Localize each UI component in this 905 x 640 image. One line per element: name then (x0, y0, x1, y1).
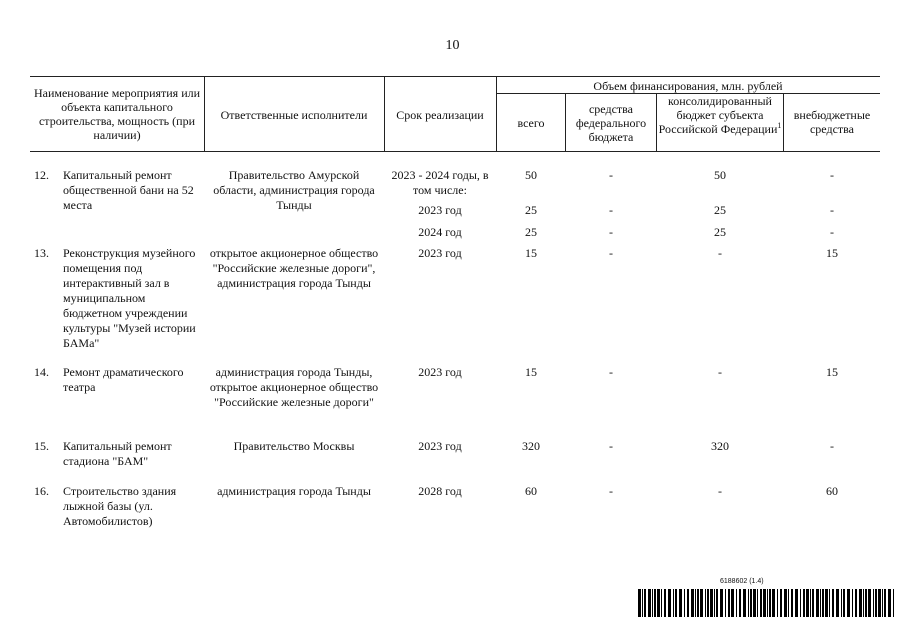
total-value: 320 (522, 439, 540, 453)
row-executors: Правительство Амурской области, администрация города Тынды (213, 168, 375, 212)
col-divider-3 (496, 76, 497, 151)
row-name: Реконструкция музейного помещения под интерактивный зал в муниципальном бюджетном учреждении культуры "Музей истории БАМа" (63, 246, 196, 350)
extra-value: - (830, 203, 834, 217)
barcode-code: 6188602 (1.4) (720, 578, 764, 585)
header-bottom-rule (30, 151, 880, 152)
total-value: 60 (525, 484, 537, 498)
row-number: 16. (34, 484, 49, 498)
row-name: Строительство здания лыжной базы (ул. Автомобилистов) (63, 484, 177, 528)
row-period: 2024 год (418, 225, 462, 239)
federal-value: - (609, 246, 613, 260)
header-total: всего (517, 116, 545, 130)
row-executors: администрация города Тынды (217, 484, 371, 498)
row-number: 13. (34, 246, 49, 260)
extra-value: - (830, 225, 834, 239)
row-name: Капитальный ремонт общественной бани на 52 места (63, 168, 194, 212)
header-name: Наименование мероприятия или объекта капитального строительства, мощность (при наличии) (33, 86, 201, 142)
extra-value: 15 (826, 365, 838, 379)
row-executors: Правительство Москвы (233, 439, 355, 453)
regional-value: - (718, 365, 722, 379)
regional-value: 25 (714, 203, 726, 217)
total-value: 15 (525, 365, 537, 379)
header-regional (658, 94, 782, 136)
header-top-rule (30, 76, 880, 77)
total-value: 50 (525, 168, 537, 182)
federal-value: - (609, 225, 613, 239)
federal-value: - (609, 203, 613, 217)
row-period: 2023 год (418, 203, 462, 217)
header-executors: Ответственные исполнители (220, 108, 368, 122)
row-executors: администрация города Тынды, открытое акционерное общество "Российские железные дороги" (209, 365, 379, 409)
extra-value: - (830, 168, 834, 182)
extra-value: 60 (826, 484, 838, 498)
barcode-icon (638, 589, 896, 617)
header-extra: внебюджетные средства (793, 108, 871, 136)
header-period: Срок реализации (396, 108, 484, 122)
header-regional-footnote: 1 (777, 121, 782, 130)
col-divider-6 (783, 93, 784, 151)
federal-value: - (609, 168, 613, 182)
regional-value: 25 (714, 225, 726, 239)
row-name: Ремонт драматического театра (63, 365, 184, 394)
federal-value: - (609, 439, 613, 453)
row-name: Капитальный ремонт стадиона "БАМ" (63, 439, 172, 468)
extra-value: 15 (826, 246, 838, 260)
header-financing: Объем финансирования, млн. рублей (593, 79, 783, 93)
total-value: 25 (525, 225, 537, 239)
page-number: 10 (445, 38, 460, 53)
row-period: 2028 год (418, 484, 462, 498)
row-executors: открытое акционерное общество "Российские железные дороги", администрация города Тынды (209, 246, 379, 290)
row-number: 14. (34, 365, 49, 379)
col-divider-5 (656, 93, 657, 151)
regional-value: 50 (714, 168, 726, 182)
regional-value: - (718, 246, 722, 260)
row-number: 12. (34, 168, 49, 182)
header-federal: средства федерального бюджета (575, 102, 647, 144)
col-divider-4 (565, 93, 566, 151)
row-period: 2023 - 2024 годы, в том числе: (391, 168, 489, 197)
row-period: 2023 год (418, 365, 462, 379)
col-divider-2 (384, 76, 385, 151)
row-number: 15. (34, 439, 49, 453)
federal-value: - (609, 365, 613, 379)
total-value: 15 (525, 246, 537, 260)
extra-value: - (830, 439, 834, 453)
col-divider-1 (204, 76, 205, 151)
federal-value: - (609, 484, 613, 498)
regional-value: - (718, 484, 722, 498)
regional-value: 320 (711, 439, 729, 453)
row-period: 2023 год (418, 246, 462, 260)
total-value: 25 (525, 203, 537, 217)
header-regional-text: консолидированный бюджет субъекта Российской Федерации (658, 94, 778, 136)
row-period: 2023 год (418, 439, 462, 453)
